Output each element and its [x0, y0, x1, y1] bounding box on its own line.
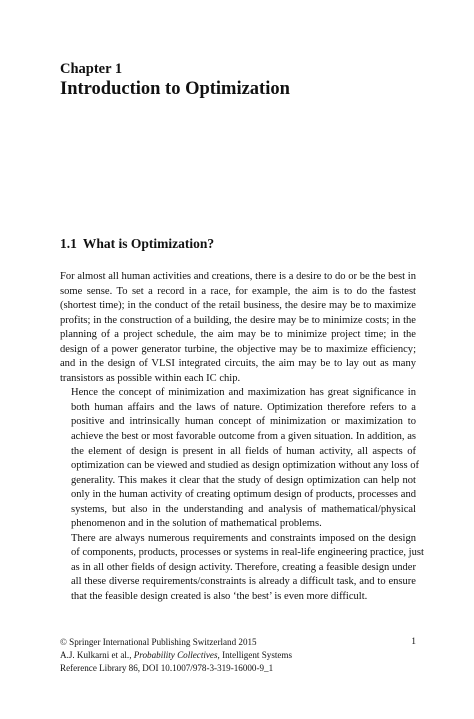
- section-number: 1.1: [60, 236, 77, 251]
- text-line: the element of design is present in all fields of human activity, all aspects of: [71, 445, 416, 457]
- section-heading: [60, 235, 214, 253]
- book-title: Probability Collectives: [133, 649, 218, 660]
- paragraph-2: [60, 386, 419, 531]
- page-number: 1: [411, 637, 416, 647]
- text-line: phenomenon and in the solution of mathematical problems.: [71, 518, 322, 530]
- copyright-notice: © Springer International Publishing Switzerland 2015: [60, 637, 257, 647]
- text-line: (shortest time); in the conduct of the retail business, the desire may be to maximize: [60, 300, 416, 312]
- text-line: achieve the best or most favorable outcome from a given situation. In addition, as: [71, 431, 416, 443]
- text-line: that the feasible design created is also ‘the best’ is even more difficult.: [71, 591, 368, 603]
- text-line: There are always numerous requirements and constraints imposed on the design: [71, 532, 416, 544]
- citation-authors: A.J. Kulkarni et al.,: [60, 649, 134, 660]
- citation-line: [60, 649, 416, 662]
- text-line: profits; in the construction of a building, the desire may be to minimize costs; in the: [60, 314, 416, 326]
- text-line: of components, products, processes or systems in real-life engineering practice, just: [71, 547, 424, 559]
- paragraph-3: [60, 532, 424, 605]
- text-line: both human affairs and the laws of nature. Optimization therefore refers to a: [71, 401, 416, 413]
- text-line: some sense. To set a record in a race, for example, the aim is to do the fastest: [60, 285, 416, 297]
- series-name: , Intelligent Systems: [217, 649, 293, 660]
- text-line: design of a power generator turbine, the objective may be to maximize efficiency;: [60, 343, 416, 355]
- text-line: optimization can be viewed and studied as design optimization without any loss of: [71, 460, 419, 472]
- text-line: all these diverse requirements/constraints is already a difficult task, and to ensure: [71, 576, 416, 588]
- text-line: For almost all human activities and creations, there is a desire to do or be the best in: [60, 271, 416, 282]
- paragraph-1: [60, 270, 416, 386]
- body-text: [60, 270, 424, 605]
- text-line: positive and intrinsically human concept of minimization or maximization to: [71, 416, 416, 428]
- text-line: planning of a project schedule, the aim may be to minimize project time; in the: [60, 329, 416, 341]
- text-line: only in the human activity of creating optimum design of products, processes and: [71, 489, 416, 501]
- page-footer: [60, 636, 416, 674]
- chapter-title: Introduction to Optimization: [60, 79, 290, 99]
- text-line: systems, but also in the understanding and analysis of mathematical/physical: [71, 503, 416, 515]
- doi-reference: Reference Library 86, DOI 10.1007/978-3-319-16000-9_1: [60, 662, 274, 673]
- text-line: transistors as possible within each IC chip.: [60, 372, 241, 384]
- text-line: generality. This makes it clear that the study of design optimization can help not: [71, 474, 416, 486]
- chapter-label: Chapter 1: [60, 61, 123, 77]
- text-line: and in the design of VLSI integrated circuits, the aim may be to lay out as many: [60, 358, 416, 370]
- text-line: Hence the concept of minimization and maximization has great significance in: [71, 387, 416, 399]
- text-line: as in all other fields of design activity. Therefore, creating a feasible design under: [71, 561, 416, 573]
- section-title: What is Optimization?: [82, 236, 215, 251]
